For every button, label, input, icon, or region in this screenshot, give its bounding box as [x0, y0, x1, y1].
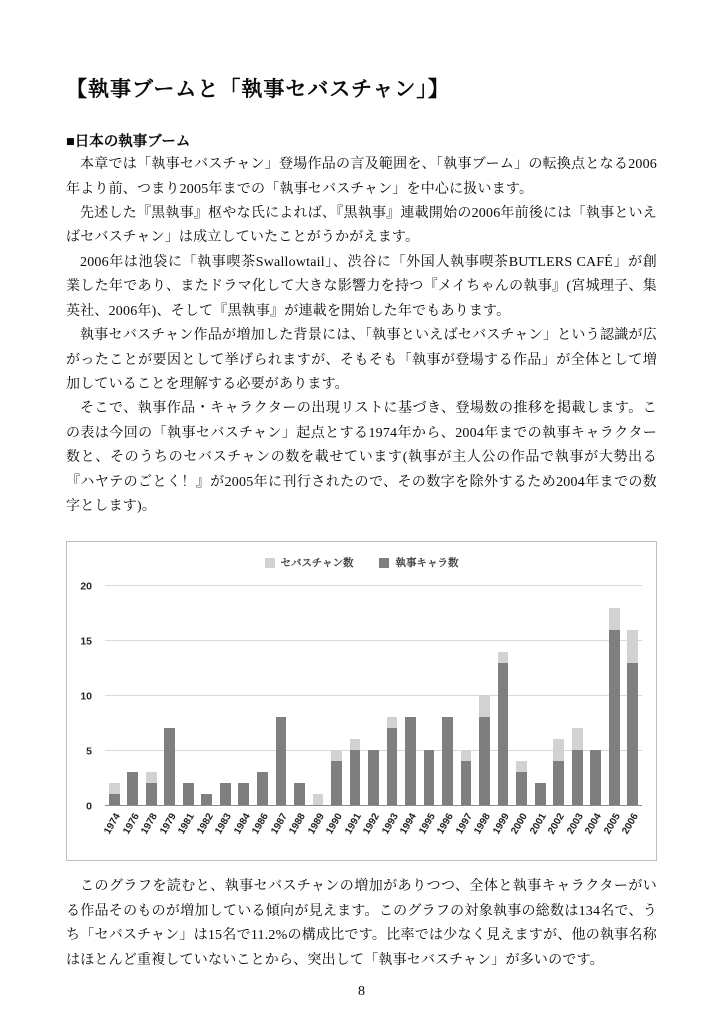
x-tick-label: 1984	[231, 811, 253, 837]
bar-segment	[535, 783, 546, 805]
stacked-bar	[127, 772, 138, 805]
x-tick-label: 1991	[342, 811, 364, 837]
bar-segment	[516, 761, 527, 772]
bar-segment	[461, 750, 472, 761]
bar-slot	[105, 586, 124, 805]
x-tick-cell	[287, 807, 309, 860]
stacked-bar	[220, 783, 231, 805]
bar-segment	[201, 794, 212, 805]
x-tick-label: 1992	[361, 811, 383, 837]
x-tick-cell	[120, 807, 143, 860]
bar-slot	[364, 586, 383, 805]
bar-segment	[387, 717, 398, 728]
x-tick-label: 1999	[491, 811, 512, 837]
bar-segment	[368, 750, 379, 805]
x-tick-cell	[139, 807, 161, 860]
x-tick-label: 1996	[435, 811, 457, 837]
stacked-bar	[257, 772, 268, 805]
x-tick-label: 1976	[120, 811, 142, 837]
page-number: 8	[358, 983, 365, 999]
x-tick-label: 1988	[287, 811, 309, 837]
bar-segment	[498, 663, 509, 805]
bar-slot	[346, 586, 365, 805]
stacked-bar	[238, 783, 249, 805]
stacked-bar	[368, 750, 379, 805]
bar-segment	[609, 608, 620, 630]
bar-segment	[331, 761, 342, 805]
x-tick-label: 1997	[454, 811, 475, 837]
x-tick-label: 2003	[565, 811, 586, 837]
bar-segment	[331, 750, 342, 761]
stacked-bar	[553, 739, 564, 805]
x-tick-label: 1993	[380, 811, 401, 837]
legend-label: 執事キャラ数	[395, 557, 459, 570]
x-tick-label: 2004	[583, 811, 605, 837]
legend-label: セバスチャン数	[280, 557, 354, 570]
x-tick-label: 1978	[139, 811, 160, 837]
bar-segment	[146, 772, 157, 783]
bar-slot	[383, 586, 402, 805]
x-tick-cell	[250, 807, 272, 860]
bar-segment	[276, 717, 287, 805]
x-tick-label: 1974	[102, 811, 123, 837]
x-tick-cell	[454, 807, 476, 860]
bar-slot	[198, 586, 217, 805]
page-title: 【執事ブームと「執事セバスチャン」】	[66, 77, 450, 101]
bar-segment	[609, 630, 620, 805]
x-tick-cell	[324, 807, 346, 860]
bar-segment	[164, 728, 175, 805]
chart-x-axis	[102, 807, 642, 860]
y-tick-label: 0	[86, 800, 92, 813]
bar-segment	[257, 772, 268, 805]
bar-segment	[479, 695, 490, 717]
x-tick-cell	[305, 807, 328, 860]
bar-segment	[553, 761, 564, 805]
x-tick-cell	[194, 807, 217, 860]
stacked-bar	[516, 761, 527, 805]
x-tick-cell	[472, 807, 494, 860]
x-tick-label: 1979	[157, 811, 179, 837]
bar-slot	[494, 586, 513, 805]
stacked-bar	[405, 717, 416, 805]
y-tick-label: 5	[86, 745, 92, 758]
x-tick-label: 2005	[602, 811, 623, 837]
bar-slot	[327, 586, 346, 805]
bar-slot	[438, 586, 457, 805]
x-tick-cell	[546, 807, 568, 860]
stacked-bar	[294, 783, 305, 805]
x-tick-cell	[380, 807, 402, 860]
closing-paragraph: このグラフを読むと、執事セバスチャンの増加がありつつ、全体と執事キャラクターがいる作品そのものが増加している傾向が見えます。このグラフの対象執事の総数は134名で、うち「セバスチャン」は15名で11.2%の構成比です。比率では少なく見えますが、他の執事名称はほとんど重複していないことから、突出して「執事セバスチャン」が多いのです。	[66, 879, 657, 968]
x-tick-label: 1990	[324, 811, 346, 837]
stacked-bar	[461, 750, 472, 805]
bar-segment	[109, 783, 120, 794]
legend-swatch-icon	[265, 558, 275, 568]
bar-slot	[531, 586, 550, 805]
bar-segment	[127, 772, 138, 805]
bar-segment	[572, 750, 583, 805]
bar-segment	[590, 750, 601, 805]
body-paragraph: そこで、執事作品・キャラクターの出現リストに基づき、登場数の推移を掲載します。この表は今回の「執事セバスチャン」起点とする1974年から、2004年までの執事キャラクター数と、そのうちのセバスチャンの数を載せています(執事が主人公の作品で執事が大勢出る『ハヤテのごとく！』が2005年に刊行されたので、その数字を除外するため2004年までの数字とします)。	[66, 401, 657, 514]
x-tick-cell	[213, 807, 235, 860]
bar-slot	[309, 586, 328, 805]
bar-slot	[216, 586, 235, 805]
x-tick-cell	[157, 807, 180, 860]
x-tick-label: 1982	[194, 811, 216, 837]
bar-slot	[272, 586, 291, 805]
x-tick-label: 1986	[250, 811, 272, 837]
stacked-bar	[201, 794, 212, 805]
x-tick-cell	[491, 807, 513, 860]
x-tick-label: 1983	[213, 811, 235, 837]
bar-segment	[627, 630, 638, 663]
bar-slot	[512, 586, 531, 805]
x-tick-label: 2000	[509, 811, 531, 837]
x-tick-cell	[620, 807, 642, 860]
stacked-bar	[313, 794, 324, 805]
stacked-bar	[146, 772, 157, 805]
x-tick-cell	[583, 807, 605, 860]
stacked-bar	[590, 750, 601, 805]
bar-segment	[572, 728, 583, 750]
bar-slot	[161, 586, 180, 805]
x-tick-cell	[398, 807, 420, 860]
bar-segment	[109, 794, 120, 805]
x-tick-label: 2006	[620, 811, 642, 837]
bar-slot	[290, 586, 309, 805]
body-paragraph: 先述した『黒執事』枢やな氏によれば、『黒執事』連載開始の2006年前後には「執事といえばセバスチャン」は成立していたことがうかがえます。	[66, 206, 657, 246]
x-tick-cell	[176, 807, 198, 860]
legend-item	[379, 555, 458, 570]
bar-slot	[605, 586, 624, 805]
bar-slot	[253, 586, 272, 805]
x-tick-cell	[361, 807, 383, 860]
bar-segment	[238, 783, 249, 805]
bar-segment	[220, 783, 231, 805]
y-tick-label: 15	[80, 635, 92, 648]
x-tick-cell	[435, 807, 457, 860]
x-tick-cell	[268, 807, 291, 860]
stacked-bar	[183, 783, 194, 805]
bar-slot	[142, 586, 161, 805]
x-tick-label: 1989	[305, 811, 327, 837]
x-tick-label: 1981	[176, 811, 197, 837]
bar-segment	[479, 717, 490, 805]
bar-segment	[387, 728, 398, 805]
bar-slot	[179, 586, 198, 805]
stacked-bar	[109, 783, 120, 805]
y-tick-label: 10	[80, 690, 92, 703]
x-tick-cell	[417, 807, 439, 860]
bar-segment	[405, 717, 416, 805]
bar-segment	[350, 739, 361, 750]
stacked-bar	[498, 652, 509, 805]
bar-segment	[627, 663, 638, 805]
x-tick-cell	[509, 807, 531, 860]
bar-segment	[183, 783, 194, 805]
y-tick-label: 20	[80, 580, 92, 593]
chart-legend	[67, 555, 656, 570]
bar-segment	[516, 772, 527, 805]
bar-segment	[146, 783, 157, 805]
bar-segment	[442, 717, 453, 805]
stacked-bar	[627, 630, 638, 805]
bar-segment	[294, 783, 305, 805]
x-tick-cell	[565, 807, 587, 860]
stacked-bar	[164, 728, 175, 805]
body-paragraph: 2006年は池袋に「執事喫茶Swallowtail」、渋谷に「外国人執事喫茶BUTLERS CAFÉ」が創業した年であり、またドラマ化して大きな影響力を持つ『メイちゃんの執事』(宮城理子、集英社、2006年)、そして『黒執事』が連載を開始した年でもあります。	[66, 254, 657, 319]
chart-plot	[105, 586, 642, 806]
x-tick-cell	[231, 807, 254, 860]
chart-y-axis	[71, 580, 99, 813]
stacked-bar	[572, 728, 583, 805]
x-tick-cell	[528, 807, 550, 860]
stacked-bar	[535, 783, 546, 805]
x-tick-label: 1995	[417, 811, 438, 837]
stacked-bar	[442, 717, 453, 805]
bar-segment	[313, 794, 324, 805]
bar-slot	[420, 586, 439, 805]
bar-slot	[623, 586, 642, 805]
bar-segment	[461, 761, 472, 805]
bar-segment	[553, 739, 564, 761]
bar-slot	[475, 586, 494, 805]
bar-segment	[350, 750, 361, 805]
body-paragraph: 執事セバスチャン作品が増加した背景には、「執事といえばセバスチャン」という認識が広がったことが要因として挙げられますが、そもそも「執事が登場する作品」が全体として増加していることを理解する必要があります。	[66, 328, 657, 392]
legend-item	[265, 555, 354, 570]
bar-slot	[586, 586, 605, 805]
stacked-bar	[609, 608, 620, 805]
x-tick-label: 1987	[268, 811, 290, 837]
stacked-bar	[387, 717, 398, 805]
bar-segment	[498, 652, 509, 663]
bar-slot	[401, 586, 420, 805]
x-tick-label: 1994	[398, 811, 420, 837]
stacked-bar	[331, 750, 342, 805]
bar-segment	[424, 750, 435, 805]
bar-slot	[457, 586, 476, 805]
bar-slot	[124, 586, 143, 805]
section-heading: ■日本の執事ブーム	[66, 134, 191, 151]
butler-count-chart	[66, 541, 657, 861]
x-tick-label: 1998	[472, 811, 494, 837]
stacked-bar	[276, 717, 287, 805]
body-paragraph: 本章では「執事セバスチャン」登場作品の言及範囲を、「執事ブーム」の転換点となる2006年より前、つまり2005年までの「執事セバスチャン」を中心に扱います。	[66, 157, 657, 197]
x-tick-label: 2001	[528, 811, 549, 837]
bar-slot	[568, 586, 587, 805]
x-tick-cell	[602, 807, 624, 860]
stacked-bar	[424, 750, 435, 805]
stacked-bar	[350, 739, 361, 805]
bar-slot	[549, 586, 568, 805]
x-tick-cell	[342, 807, 365, 860]
bar-slot	[235, 586, 254, 805]
x-tick-label: 2002	[546, 811, 568, 837]
x-tick-cell	[102, 807, 124, 860]
stacked-bar	[479, 695, 490, 805]
legend-swatch-icon	[379, 558, 389, 568]
